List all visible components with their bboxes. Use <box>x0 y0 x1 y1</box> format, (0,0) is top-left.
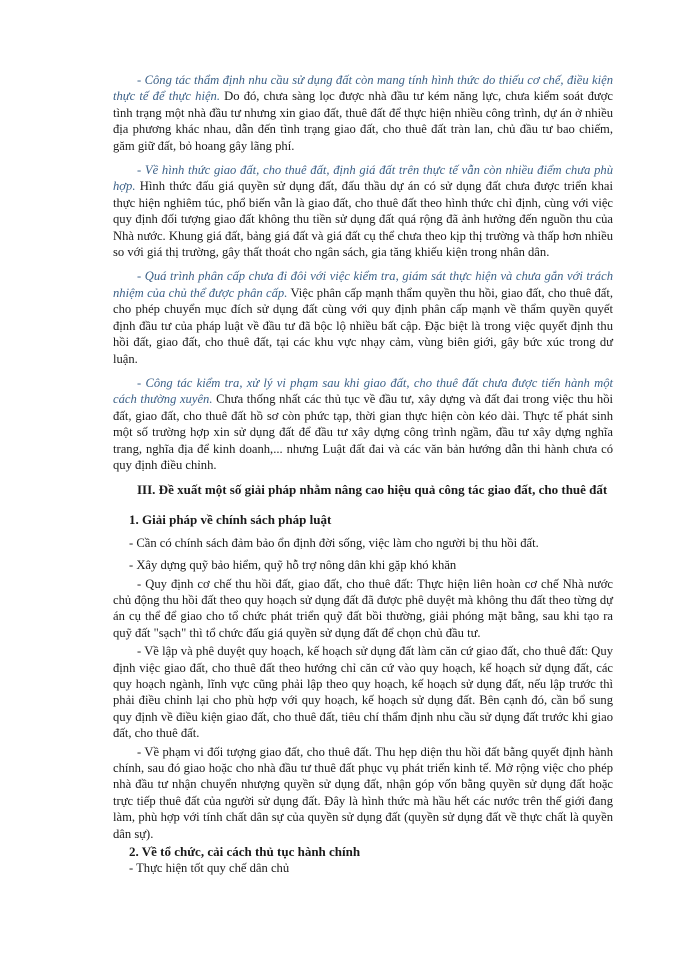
paragraph-allocation-form <box>113 162 613 260</box>
paragraph-scope: - Về phạm vi đối tượng giao đất, cho thuê đất. Thu hẹp diện thu hồi đất bằng quyết định hành chính, sau đó giao hoặc cho nhà đầu tư thuê đất phục vụ phát triển kinh tế. Mở rộng việc cho phép nhà đầu tư nhận chuyển nhượng quyền sử dụng đất, nhận góp vốn bằng quyền sử dụng đất hoặc trực tiếp thuê đất của người sử dụng đất. Đây là hình thức mà hầu hết các nước trên thế giới đang làm, phù hợp với tính chất dân sự của quyền sử dụng đất (quyền sử dụng đất về thực chất là quyền dân sự). <box>113 744 613 841</box>
paragraph-assessment <box>113 72 613 154</box>
paragraph-body: Việc phân cấp mạnh thẩm quyền thu hồi, giao đất, cho thuê đất, cho phép chuyển mục đích sử dụng đất cùng với quy định phân cấp mạnh về thẩm quyền quyết định đầu tư của pháp luật về đầu tư đã bộc lộ nhiều bất cập. Đặc biệt là trong việc quyết định thu hồi đất, giao đất, cho thuê đất, tại các khu vực nhạy cảm, vùng biên giới, gây bức xúc trong dư luận. <box>113 285 613 366</box>
paragraph-body: Do đó, chưa sàng lọc được nhà đầu tư kém năng lực, chưa kiểm soát được tình trạng một nhà đầu tư nhưng xin giao đất, thuê đất để thực hiện nhiều công trình, dự án ở nhiều địa phương khác nhau, dẫn đến tình trạng giao đất, cho thuê đất tràn lan, chủ đầu tư bao chiếm, găm giữ đất, bỏ hoang gây lãng phí. <box>113 89 613 153</box>
paragraph-lead: - Về hình thức giao đất, cho thuê đất, định giá đất trên thực tế vẫn còn nhiều điểm chưa phù hợp. <box>113 163 613 194</box>
paragraph-planning: - Về lập và phê duyệt quy hoạch, kế hoạch sử dụng đất làm căn cứ giao đất, cho thuê đất: Quy định việc giao đất, cho thuê đất theo hướng chỉ căn cứ vào quy hoạch, kế hoạch sử dụng đất, các quy hoạch ngành, lĩnh vực cũng phải lập theo quy hoạch, kế hoạch sử dụng đất, nếu lập trước thì phải điều chỉnh lại cho phù hợp với quy hoạch, kế hoạch sử dụng đất. Bên cạnh đó, cần bổ sung quy định về điều kiện giao đất, cho thuê đất, tiêu chí thẩm định nhu cầu sử dụng đất trước khi giao đất, cho thuê đất. <box>113 644 613 741</box>
paragraph-lead: - Công tác kiểm tra, xử lý vi phạm sau khi giao đất, cho thuê đất chưa được tiến hành một cách thường xuyên. <box>113 375 613 407</box>
list-item: - Thực hiện tốt quy chế dân chủ <box>129 861 290 876</box>
document-page <box>113 72 613 883</box>
list-item: - Xây dựng quỹ bảo hiểm, quỹ hỗ trợ nông dân khi gặp khó khăn <box>129 558 457 573</box>
paragraph-lead: - Công tác thẩm định nhu cầu sử dụng đất còn mang tính hình thức do thiếu cơ chế, điều kiện thực tế để thực hiện. <box>113 73 613 104</box>
paragraph-body: Chưa thống nhất các thủ tục về đầu tư, xây dựng và đất đai trong việc thu hồi đất, giao đất, cho thuê đất hồ sơ còn phức tạp, thời gian thực hiện còn kéo dài. Thực tế phát sinh một số trường hợp xin sử dụng đất để đầu tư xây dựng công trình ngầm, đầu tư xây dựng nghĩa trang, nghĩa địa để kinh doanh,... nhưng Luật đất đai và các văn bản hướng dẫn thi hành chưa có quy định điều chỉnh. <box>113 392 613 472</box>
paragraph-lead: - Quá trình phân cấp chưa đi đôi với việc kiểm tra, giám sát thực hiện và chưa gắn với trách nhiệm của chủ thể được phân cấp. <box>113 269 613 300</box>
paragraph-mechanism: - Quy định cơ chế thu hồi đất, giao đất, cho thuê đất: Thực hiện liên hoàn cơ chế Nhà nước chủ động thu hồi đất theo quy hoạch sử dụng đất đã được phê duyệt mà không thu đất theo từng dự án cụ thể để giao cho tổ chức phát triển quỹ đất bồi thường, giải phóng mặt bằng, sau khi tạo ra quỹ đất "sạch" thì tổ chức đấu giá quyền sử dụng đất để chọn chủ đầu tư. <box>113 576 613 640</box>
subsection-heading-policy: 1. Giải pháp về chính sách pháp luật <box>129 512 332 528</box>
subsection-heading-admin: 2. Về tổ chức, cải cách thủ tục hành chính <box>129 844 361 860</box>
section-heading: III. Đề xuất một số giải pháp nhằm nâng cao hiệu quả công tác giao đất, cho thuê đất <box>137 482 608 498</box>
paragraph-inspection <box>113 375 613 473</box>
paragraph-body: Hình thức đấu giá quyền sử dụng đất, đấu thầu dự án có sử dụng đất chưa được triển khai thực hiện nghiêm túc, phổ biến vẫn là giao đất, cho thuê đất theo hình thức chỉ định, cùng với việc quy định đối tượng giao đất không thu tiền sử dụng đất quá rộng đã ảnh hưởng đến nguồn thu của Nhà nước. Khung giá đất, bảng giá đất và giá đất cụ thể chưa theo kịp thị trường và thấp hơn nhiều so với giá thị trường, gây thất thoát cho ngân sách, gia tăng khiếu kiện trong nhân dân. <box>113 179 613 260</box>
list-item: - Cần có chính sách đảm bảo ổn định đời sống, việc làm cho người bị thu hồi đất. <box>129 535 539 550</box>
paragraph-decentralization <box>113 268 613 366</box>
